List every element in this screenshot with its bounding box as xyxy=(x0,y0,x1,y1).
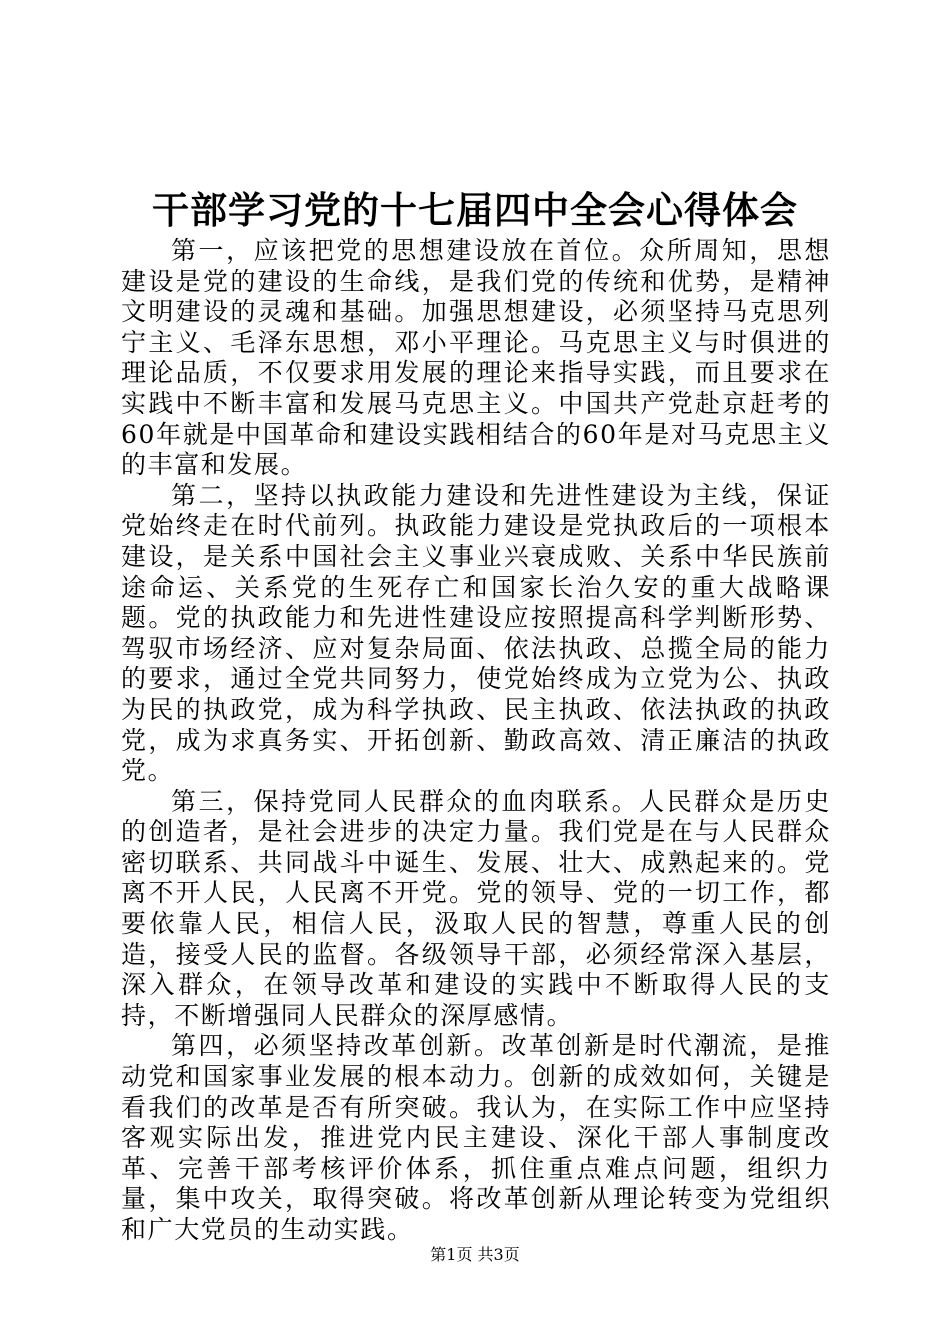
paragraph-2: 第二，坚持以执政能力建设和先进性建设为主线，保证党始终走在时代前列。执政能力建设是党执政后的一项根本建设，是关系中国社会主义事业兴衰成败、关系中华民族前途命运、关系党的生死存亡和国家长治久安的重大战略课题。党的执政能力和先进性建设应按照提高科学判断形势、驾驭市场经济、应对复杂局面、依法执政、总揽全局的能力的要求，通过全党共同努力，使党始终成为立党为公、执政为民的执政党，成为科学执政、民主执政、依法执政的执政党，成为求真务实、开拓创新、勤政高效、清正廉洁的执政党。 xyxy=(121,480,831,786)
document-title: 干部学习党的十七届四中全会心得体会 xyxy=(152,188,798,232)
page-number-footer: 第1页 共3页 xyxy=(430,1245,520,1264)
document-body xyxy=(121,236,831,1246)
paragraph-4: 第四，必须坚持改革创新。改革创新是时代潮流，是推动党和国家事业发展的根本动力。创新的成效如何，关键是看我们的改革是否有所突破。我认为，在实际工作中应坚持客观实际出发，推进党内民主建设、深化干部人事制度改革、完善干部考核评价体系，抓住重点难点问题，组织力量，集中攻关，取得突破。将改革创新从理论转变为党组织和广大党员的生动实践。 xyxy=(121,1031,831,1244)
paragraph-3: 第三，保持党同人民群众的血肉联系。人民群众是历史的创造者，是社会进步的决定力量。我们党是在与人民群众密切联系、共同战斗中诞生、发展、壮大、成熟起来的。党离不开人民，人民离不开党。党的领导、党的一切工作，都要依靠人民，相信人民，汲取人民的智慧，尊重人民的创造，接受人民的监督。各级领导干部，必须经常深入基层，深入群众，在领导改革和建设的实践中不断取得人民的支持，不断增强同人民群众的深厚感情。 xyxy=(121,786,831,1030)
paragraph-1: 第一，应该把党的思想建设放在首位。众所周知，思想建设是党的建设的生命线，是我们党的传统和优势，是精神文明建设的灵魂和基础。加强思想建设，必须坚持马克思列宁主义、毛泽东思想，邓小平理论。马克思主义与时俱进的理论品质，不仅要求用发展的理论来指导实践，而且要求在实践中不断丰富和发展马克思主义。中国共产党赴京赶考的60年就是中国革命和建设实践相结合的60年是对马克思主义的丰富和发展。 xyxy=(121,236,831,480)
